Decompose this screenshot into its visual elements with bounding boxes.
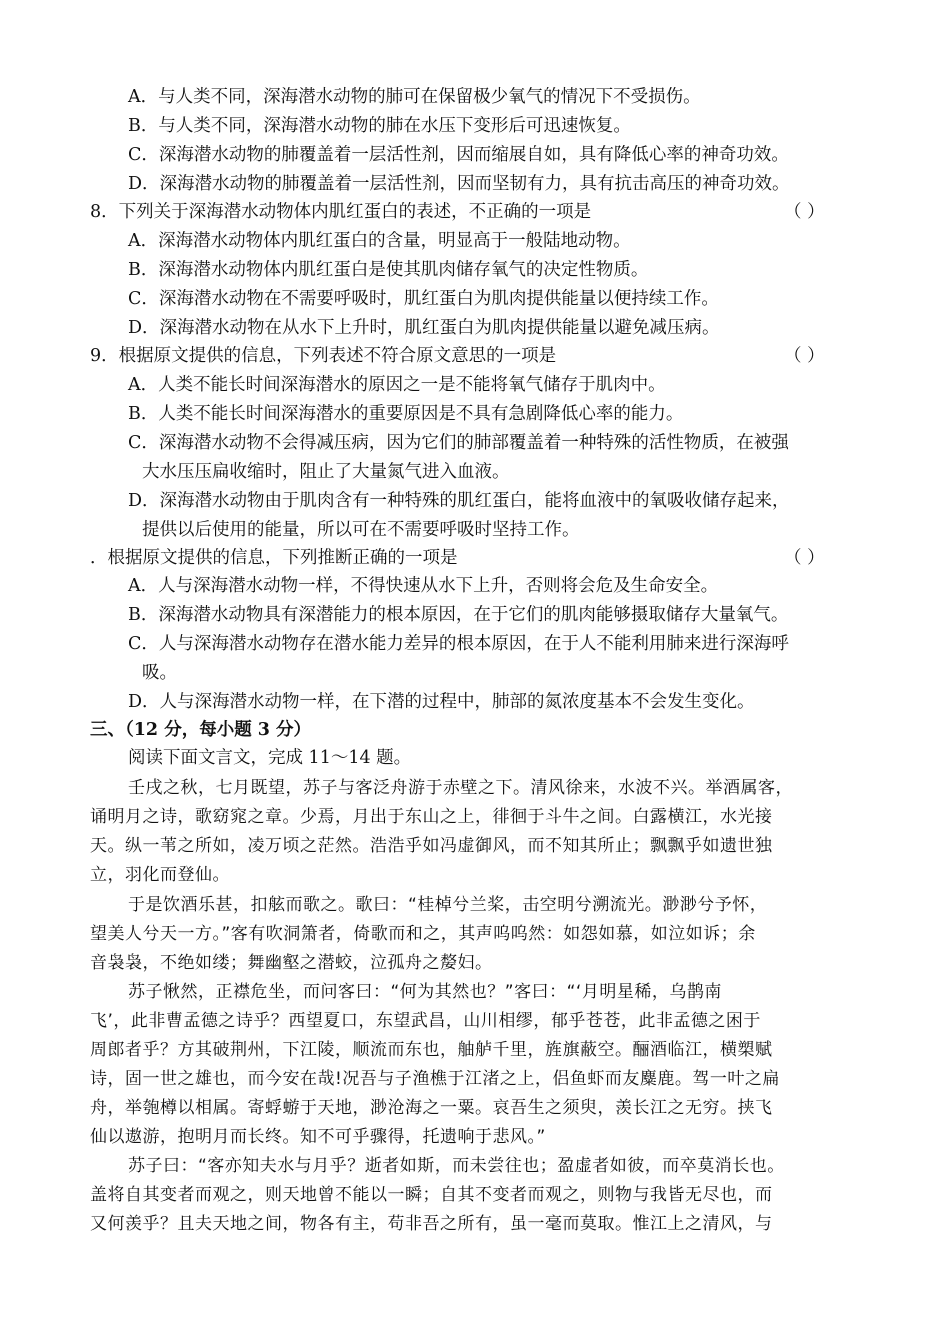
passage-line: 飞’，此非曹孟德之诗乎？西望夏口，东望武昌，山川相缪，郁乎苍苍，此非孟德之困于: [90, 1011, 761, 1031]
q10-option-c-cont: 吸。: [142, 663, 177, 683]
q7-option-d: D．深海潜水动物的肺覆盖着一层活性剂，因而坚韧有力，具有抗击高压的神奇功效。: [128, 174, 790, 194]
passage-line: 天。纵一苇之所如，凌万顷之茫然。浩浩乎如冯虚御风，而不知其所止；飘飘乎如遗世独: [90, 836, 773, 856]
q10-stem: ．根据原文提供的信息，下列推断正确的一项是: [90, 548, 458, 568]
q9-stem: 9．根据原文提供的信息，下列表述不符合原文意思的一项是: [90, 346, 557, 366]
q9-option-a: A．人类不能长时间深海潜水的原因之一是不能将氧气储存于肌肉中。: [128, 375, 666, 395]
passage-line: 苏子曰：“客亦知夫水与月乎？逝者如斯，而未尝往也；盈虚者如彼，而卒莫消长也。: [128, 1156, 785, 1176]
section-3-heading: 三、（12 分，每小题 3 分）: [90, 720, 312, 740]
q10-option-a: A．人与深海潜水动物一样，不得快速从水下上升，否则将会危及生命安全。: [128, 576, 719, 596]
q9-option-d: D．深海潜水动物由于肌肉含有一种特殊的肌红蛋白，能将血液中的氧吸收储存起来，: [128, 491, 790, 511]
q7-option-b: B．与人类不同，深海潜水动物的肺在水压下变形后可迅速恢复。: [128, 116, 631, 136]
passage-line: 舟，举匏樽以相属。寄蜉蝣于天地，渺沧海之一粟。哀吾生之须臾，羡长江之无穷。挟飞: [90, 1098, 773, 1118]
passage-line: 又何羡乎？且夫天地之间，物各有主，苟非吾之所有，虽一毫而莫取。惟江上之清风，与: [90, 1214, 773, 1234]
q10-option-b: B．深海潜水动物具有深潜能力的根本原因，在于它们的肌肉能够摄取储存大量氧气。: [128, 605, 789, 625]
q7-option-c: C．深海潜水动物的肺覆盖着一层活性剂，因而缩展自如，具有降低心率的神奇功效。: [128, 145, 789, 165]
q8-option-c: C．深海潜水动物在不需要呼吸时，肌红蛋白为肌肉提供能量以便持续工作。: [128, 289, 719, 309]
q8-answer-blank: （ ）: [784, 202, 825, 222]
passage-line: 周郎者乎？方其破荆州，下江陵，顺流而东也，舳舻千里，旌旗蔽空。酾酒临江，横槊赋: [90, 1040, 773, 1060]
q7-option-a: A．与人类不同，深海潜水动物的肺可在保留极少氧气的情况下不受损伤。: [128, 87, 701, 107]
q9-option-c-cont: 大水压压扁收缩时，阻止了大量氮气进入血液。: [142, 462, 510, 482]
q10-option-c: C．人与深海潜水动物存在潜水能力差异的根本原因，在于人不能利用肺来进行深海呼: [128, 634, 789, 654]
passage-line: 诗，固一世之雄也，而今安在哉!况吾与子渔樵于江渚之上，侣鱼虾而友麋鹿。驾一叶之扁: [90, 1069, 780, 1089]
passage-line: 仙以遨游，抱明月而长终。知不可乎骤得，托遗响于悲风。”: [90, 1127, 546, 1147]
passage-line: 立，羽化而登仙。: [90, 865, 230, 885]
passage-line: 于是饮酒乐甚，扣舷而歌之。歌曰：“桂棹兮兰桨，击空明兮溯流光。渺渺兮予怀，: [128, 895, 768, 915]
passage-line: 壬戌之秋，七月既望，苏子与客泛舟游于赤壁之下。清风徐来，水波不兴。举酒属客，: [128, 778, 793, 798]
passage-line: 望美人兮天一方。”客有吹洞箫者，倚歌而和之，其声呜呜然：如怨如慕，如泣如诉；余: [90, 924, 756, 944]
passage-line: 音袅袅，不绝如缕；舞幽壑之潜蛟，泣孤舟之嫠妇。: [90, 953, 493, 973]
q9-option-d-cont: 提供以后使用的能量，所以可在不需要呼吸时坚持工作。: [142, 520, 580, 540]
q10-answer-blank: （ ）: [784, 548, 825, 568]
section-3-instruction: 阅读下面文言文，完成 11～14 题。: [128, 748, 412, 768]
q8-option-b: B．深海潜水动物体内肌红蛋白是使其肌肉储存氧气的决定性物质。: [128, 260, 649, 280]
passage-line: 诵明月之诗，歌窈窕之章。少焉，月出于东山之上，徘徊于斗牛之间。白露横江，水光接: [90, 807, 773, 827]
q8-option-d: D．深海潜水动物在从水下上升时，肌红蛋白为肌肉提供能量以避免减压病。: [128, 318, 720, 338]
q8-stem: 8．下列关于深海潜水动物体内肌红蛋白的表述，不正确的一项是: [90, 202, 592, 222]
q8-option-a: A．深海潜水动物体内肌红蛋白的含量，明显高于一般陆地动物。: [128, 231, 631, 251]
passage-line: 苏子愀然，正襟危坐，而问客曰：“何为其然也？”客曰：“‘月明星稀，乌鹊南: [128, 982, 722, 1002]
q9-answer-blank: （ ）: [784, 346, 825, 366]
q10-option-d: D．人与深海潜水动物一样，在下潜的过程中，肺部的氮浓度基本不会发生变化。: [128, 692, 755, 712]
passage-line: 盖将自其变者而观之，则天地曾不能以一瞬；自其不变者而观之，则物与我皆无尽也，而: [90, 1185, 773, 1205]
q9-option-c: C．深海潜水动物不会得减压病，因为它们的肺部覆盖着一种特殊的活性物质，在被强: [128, 433, 789, 453]
q9-option-b: B．人类不能长时间深海潜水的重要原因是不具有急剧降低心率的能力。: [128, 404, 684, 424]
